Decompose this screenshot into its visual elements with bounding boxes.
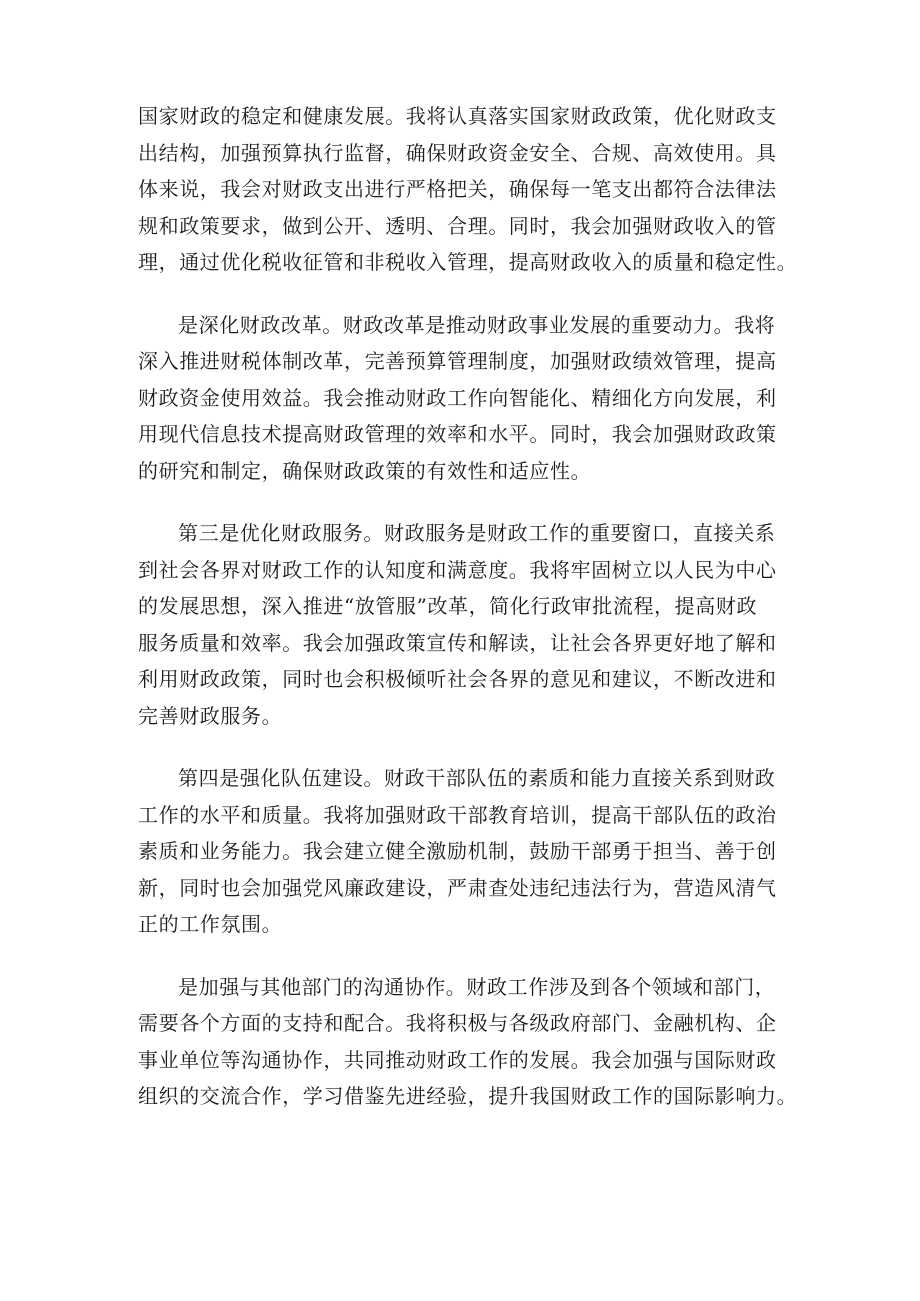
text-line: 体来说，我会对财政支出进行严格把关，确保每一笔支出都符合法律法 xyxy=(138,177,777,201)
text-line: 深入推进财税体制改革，完善预算管理制度，加强财政绩效管理，提高 xyxy=(138,349,777,373)
text-line: 的发展思想，深入推进“放管服”改革，简化行政审批流程，提高财政 xyxy=(138,594,758,618)
text-line: 用现代信息技术提高财政管理的效率和水平。同时，我会加强财政政策 xyxy=(138,422,777,446)
paragraph-collaboration xyxy=(138,969,798,1115)
paragraph-fiscal-stability xyxy=(138,98,798,281)
paragraph-team-building xyxy=(138,760,778,943)
text-line: 工作的水平和质量。我将加强财政干部教育培训，提高干部队伍的政治 xyxy=(138,802,777,827)
document-page xyxy=(138,98,798,1141)
text-line: 国家财政的稳定和健康发展。我将认真落实国家财政政策，优化财政支 xyxy=(138,104,777,128)
text-line: 事业单位等沟通协作，共同推动财政工作的发展。我会加强与国际财政 xyxy=(138,1047,777,1072)
text-line: 财政资金使用效益。我会推动财政工作向智能化、精细化方向发展，利 xyxy=(138,385,777,410)
text-line: 正的工作氛围。 xyxy=(138,912,283,936)
text-line: 第三是优化财政服务。财政服务是财政工作的重要窗口，直接关系 xyxy=(178,521,776,545)
text-line: 规和政策要求，做到公开、透明、合理。同时，我会加强财政收入的管 xyxy=(138,213,777,238)
text-line: 第四是强化队伍建设。财政干部队伍的素质和能力直接关系到财政 xyxy=(178,766,776,790)
text-line: 是深化财政改革。财政改革是推动财政事业发展的重要动力。我将 xyxy=(178,312,776,337)
text-line: 服务质量和效率。我会加强政策宣传和解读，让社会各界更好地了解和 xyxy=(138,630,777,655)
text-line: 完善财政服务。 xyxy=(138,703,283,728)
text-line: 出结构，加强预算执行监督，确保财政资金安全、合规、高效使用。具 xyxy=(138,140,777,165)
text-line: 到社会各界对财政工作的认知度和满意度。我将牢固树立以人民为中心 xyxy=(138,557,777,582)
text-line: 组织的交流合作，学习借鉴先进经验，提升我国财政工作的国际影响力。 xyxy=(138,1084,798,1108)
text-line: 是加强与其他部门的沟通协作。财政工作涉及到各个领域和部门， xyxy=(178,974,776,999)
text-line: 新，同时也会加强党风廉政建设，严肃查处违纪违法行为，营造风清气 xyxy=(138,875,777,900)
text-line: 素质和业务能力。我会建立健全激励机制，鼓励干部勇于担当、善于创 xyxy=(138,839,777,863)
text-line: 利用财政政策，同时也会积极倾听社会各界的意见和建议，不断改进和 xyxy=(138,667,777,691)
text-line: 的研究和制定，确保财政政策的有效性和适应性。 xyxy=(138,458,592,483)
text-line: 理，通过优化税收征管和非税收入管理，提高财政收入的质量和稳定性。 xyxy=(138,250,798,274)
paragraph-fiscal-service xyxy=(138,515,778,734)
text-line: 需要各个方面的支持和配合。我将积极与各级政府部门、金融机构、企 xyxy=(138,1011,777,1035)
paragraph-fiscal-reform xyxy=(138,307,778,490)
